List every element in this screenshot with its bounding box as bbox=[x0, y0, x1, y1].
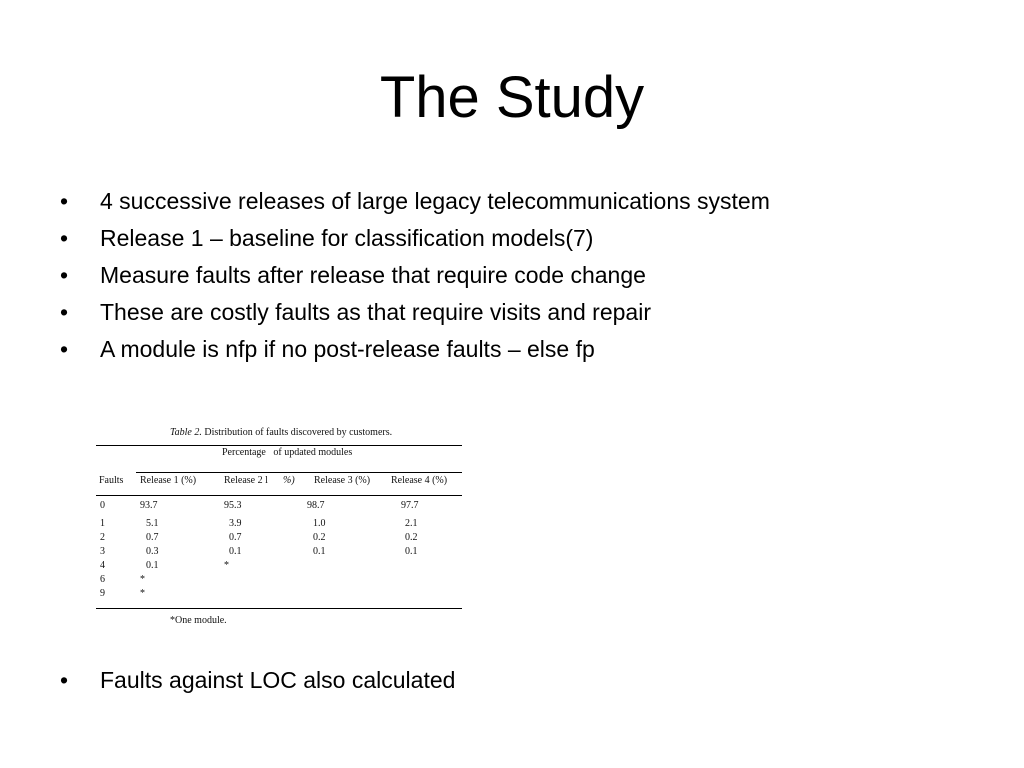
bullet-glyph: • bbox=[60, 336, 69, 362]
table-top-rule bbox=[96, 445, 462, 446]
table-cell: 1 bbox=[100, 518, 105, 529]
bullet-list bbox=[60, 183, 770, 368]
table-footnote: *One module. bbox=[170, 615, 227, 626]
table-bottom-rule bbox=[96, 608, 462, 609]
table-cell: 6 bbox=[100, 574, 105, 585]
table-cell: 4 bbox=[100, 560, 105, 571]
column-header: Faults bbox=[99, 475, 124, 486]
bullet-glyph: • bbox=[60, 667, 69, 693]
table-cell: 0.2 bbox=[405, 532, 418, 543]
table-cell: 0.1 bbox=[229, 546, 242, 557]
table-cell: * bbox=[224, 560, 229, 571]
column-header: Release 1 (%) bbox=[140, 475, 197, 486]
table-cell: 9 bbox=[100, 588, 105, 599]
table-group-header: Percentage of updated modules bbox=[222, 447, 353, 458]
table-cell: 0 bbox=[100, 500, 105, 511]
table-caption bbox=[170, 427, 392, 438]
bullet-list-after-table bbox=[60, 662, 455, 699]
bullet-glyph: • bbox=[60, 188, 69, 214]
column-header: %) bbox=[283, 475, 295, 486]
bullet-text: 4 successive releases of large legacy telecommunications system bbox=[100, 188, 770, 214]
column-header: Release 3 (%) bbox=[314, 475, 371, 486]
table-cell: 3 bbox=[100, 546, 105, 557]
bullet-text: These are costly faults as that require visits and repair bbox=[100, 299, 651, 325]
table-cell: 1.0 bbox=[313, 518, 326, 529]
bullet-glyph: • bbox=[60, 299, 69, 325]
column-header: Release 4 (%) bbox=[391, 475, 448, 486]
table-cell: 0.1 bbox=[405, 546, 418, 557]
table-cell: 93.7 bbox=[140, 500, 158, 511]
bullet-item bbox=[60, 294, 770, 331]
bullet-item bbox=[60, 220, 770, 257]
table-caption-text: Distribution of faults discovered by customers. bbox=[204, 427, 393, 438]
bullet-text: Measure faults after release that require code change bbox=[100, 262, 646, 288]
slide-title: The Study bbox=[379, 65, 645, 130]
table-group-rule bbox=[136, 472, 462, 473]
bullet-item bbox=[60, 257, 770, 294]
table-cell: * bbox=[140, 588, 145, 599]
table-cell: 2 bbox=[100, 532, 105, 543]
table-cell: 97.7 bbox=[401, 500, 419, 511]
table-cell: 0.7 bbox=[146, 532, 159, 543]
bullet-item bbox=[60, 662, 455, 699]
table-caption-label: Table 2. bbox=[170, 427, 202, 438]
table-cell: * bbox=[140, 574, 145, 585]
table-cell: 0.3 bbox=[146, 546, 159, 557]
table-cell: 0.1 bbox=[146, 560, 159, 571]
bullet-glyph: • bbox=[60, 225, 69, 251]
table-cell: 2.1 bbox=[405, 518, 418, 529]
table-cell: 95.3 bbox=[224, 500, 242, 511]
table-cell: 98.7 bbox=[307, 500, 325, 511]
table-cell: 0.2 bbox=[313, 532, 326, 543]
bullet-text: Faults against LOC also calculated bbox=[100, 667, 456, 693]
bullet-text: Release 1 – baseline for classification models(7) bbox=[100, 225, 594, 251]
bullet-item bbox=[60, 331, 770, 368]
column-header: Release 2 l bbox=[224, 475, 268, 486]
table-cell: 0.7 bbox=[229, 532, 242, 543]
bullet-glyph: • bbox=[60, 262, 69, 288]
table-cell: 0.1 bbox=[313, 546, 326, 557]
table-header-rule bbox=[96, 495, 462, 496]
bullet-text: A module is nfp if no post-release faults – else fp bbox=[100, 336, 595, 362]
bullet-item bbox=[60, 183, 770, 220]
table-cell: 3.9 bbox=[229, 518, 242, 529]
table-cell: 5.1 bbox=[146, 518, 159, 529]
faults-table-figure bbox=[96, 425, 464, 630]
